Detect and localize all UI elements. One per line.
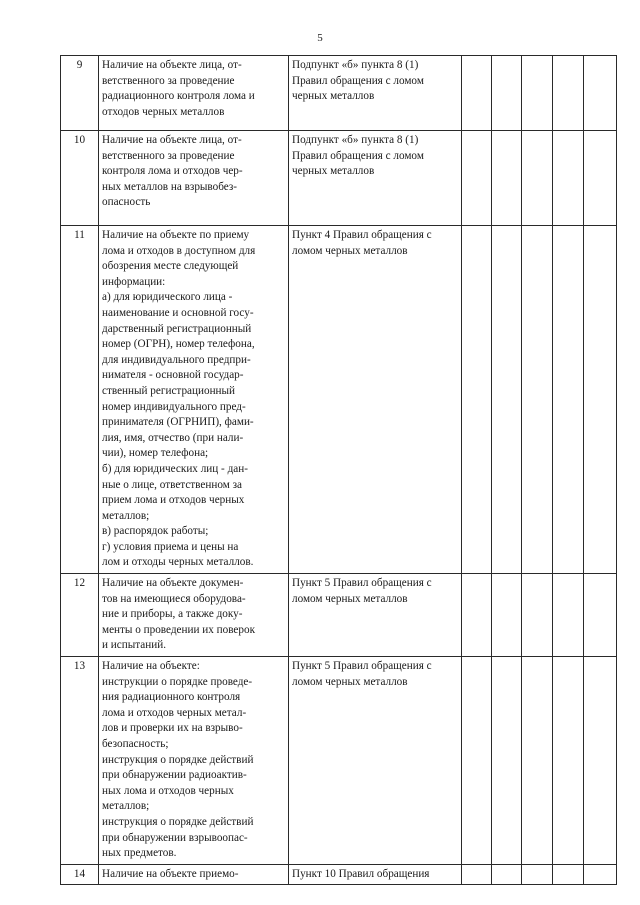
requirement-text-line: ственный регистрационный <box>102 384 236 397</box>
requirement-text-line: безопасность; <box>102 738 169 750</box>
legal-reference-line: Пункт 4 Правил обращения с <box>292 229 432 241</box>
answer-cell <box>584 56 617 131</box>
requirement-cell <box>99 131 289 226</box>
answer-cell <box>553 56 584 131</box>
legal-reference-line: ломом черных металлов <box>292 244 408 257</box>
requirement-text-line: металлов; <box>102 509 150 522</box>
requirement-text-line: а) для юридического лица - <box>102 291 233 304</box>
requirement-text-line: номер индивидуального пред- <box>102 400 246 413</box>
legal-reference-line: Правил обращения с ломом <box>292 74 424 87</box>
answer-cell <box>553 864 584 885</box>
requirement-text-line: инструкция о порядке действий <box>102 753 254 766</box>
table-row <box>61 657 617 865</box>
answer-cell <box>584 864 617 885</box>
answer-cell <box>584 574 617 657</box>
requirement-text-line: ных лома и отходов черных <box>102 784 234 797</box>
requirement-text-line: при обнаружении взрывоопас- <box>102 831 248 844</box>
checklist-table <box>60 55 617 885</box>
legal-reference-cell <box>289 131 462 226</box>
requirement-text-line: лома и отходов черных метал- <box>102 706 247 719</box>
requirement-text-line: радиационного контроля лома и <box>102 90 255 103</box>
requirement-text-line: чии), номер телефона; <box>102 447 209 460</box>
legal-reference-cell <box>289 864 462 885</box>
legal-reference-cell <box>289 226 462 574</box>
page-number: 5 <box>317 32 323 44</box>
answer-cell <box>522 657 553 865</box>
requirement-text-line: Наличие на объекте приемо- <box>102 867 239 880</box>
item-number: 9 <box>61 56 99 131</box>
answer-cell <box>462 226 492 574</box>
table-row <box>61 226 617 574</box>
requirement-text-line: б) для юридических лиц - дан- <box>102 462 248 475</box>
answer-cell <box>462 131 492 226</box>
item-number: 12 <box>61 574 99 657</box>
requirement-cell <box>99 657 289 865</box>
requirement-cell <box>99 574 289 657</box>
answer-cell <box>492 56 522 131</box>
requirement-text-line: инструкция о порядке действий <box>102 815 254 828</box>
requirement-text-line: Наличие на объекте: <box>102 660 200 673</box>
requirement-text-line: металлов; <box>102 800 150 813</box>
requirement-text-line: опасность <box>102 196 151 209</box>
answer-cell <box>584 226 617 574</box>
answer-cell <box>522 131 553 226</box>
legal-reference-line: черных металлов <box>292 90 375 103</box>
requirement-text-line: номер (ОГРН), номер телефона, <box>102 338 255 351</box>
legal-reference-line: Подпункт «б» пункта 8 (1) <box>292 134 419 146</box>
requirement-text-line: в) распорядок работы; <box>102 525 209 538</box>
legal-reference-line: черных металлов <box>292 165 375 178</box>
requirement-text-line: лов и проверки их на взрыво- <box>102 722 243 735</box>
requirement-text-line: ных предметов. <box>102 847 177 860</box>
requirement-cell <box>99 864 289 885</box>
requirement-text-line: лом и отходы черных металлов. <box>102 556 254 569</box>
requirement-text-line: менты о проведении их поверок <box>102 623 256 636</box>
answer-cell <box>553 657 584 865</box>
requirement-text-line: принимателя (ОГРНИП), фами- <box>102 416 254 429</box>
answer-cell <box>522 226 553 574</box>
requirement-text-line: нимателя - основной государ- <box>102 369 244 382</box>
requirement-cell <box>99 56 289 131</box>
item-number: 10 <box>61 131 99 226</box>
requirement-text-line: Наличие на объекте лица, от- <box>102 59 242 71</box>
answer-cell <box>492 657 522 865</box>
answer-cell <box>462 864 492 885</box>
answer-cell <box>553 131 584 226</box>
answer-cell <box>584 131 617 226</box>
requirement-text-line: и испытаний. <box>102 639 166 652</box>
answer-cell <box>584 657 617 865</box>
requirement-text-line: информации: <box>102 275 166 288</box>
requirement-text-line: Наличие на объекте по приему <box>102 229 250 241</box>
requirement-text-line: лия, имя, отчество (при нали- <box>102 431 244 444</box>
legal-reference-line: ломом черных металлов <box>292 675 408 688</box>
table-row <box>61 131 617 226</box>
requirement-text-line: контроля лома и отходов чер- <box>102 165 243 178</box>
requirement-text-line: ветственного за проведение <box>102 149 235 162</box>
answer-cell <box>522 574 553 657</box>
answer-cell <box>522 56 553 131</box>
requirement-text-line: при обнаружении радиоактив- <box>102 769 247 782</box>
legal-reference-line: Пункт 5 Правил обращения с <box>292 577 432 590</box>
answer-cell <box>492 574 522 657</box>
answer-cell <box>522 864 553 885</box>
requirement-text-line: отходов черных металлов <box>102 105 225 118</box>
legal-reference-line: ломом черных металлов <box>292 592 408 605</box>
requirement-text-line: лома и отходов в доступном для <box>102 244 256 257</box>
requirement-text-line: ветственного за проведение <box>102 74 235 87</box>
requirement-text-line: Наличие на объекте лица, от- <box>102 134 242 146</box>
legal-reference-line: Пункт 10 Правил обращения <box>292 867 430 880</box>
answer-cell <box>492 226 522 574</box>
item-number: 14 <box>61 864 99 885</box>
table-row <box>61 56 617 131</box>
answer-cell <box>553 574 584 657</box>
requirement-text-line: обозрения месте следующей <box>102 260 239 273</box>
requirement-text-line: наименование и основной госу- <box>102 306 254 319</box>
legal-reference-line: Пункт 5 Правил обращения с <box>292 660 432 673</box>
requirement-text-line: ние и приборы, а также доку- <box>102 608 243 621</box>
requirement-text-line: прием лома и отходов черных <box>102 494 245 507</box>
requirement-text-line: инструкции о порядке проведе- <box>102 675 253 688</box>
legal-reference-cell <box>289 574 462 657</box>
requirement-text-line: ных металлов на взрывобез- <box>102 180 238 193</box>
requirement-text-line: для индивидуального предпри- <box>102 353 251 366</box>
table-row <box>61 574 617 657</box>
legal-reference-line: Правил обращения с ломом <box>292 149 424 162</box>
legal-reference-line: Подпункт «б» пункта 8 (1) <box>292 59 419 71</box>
requirement-text-line: г) условия приема и цены на <box>102 540 239 553</box>
requirement-cell <box>99 226 289 574</box>
requirement-text-line: тов на имеющиеся оборудова- <box>102 592 246 605</box>
answer-cell <box>462 574 492 657</box>
requirement-text-line: Наличие на объекте докумен- <box>102 577 244 590</box>
requirement-text-line: дарственный регистрационный <box>102 322 252 335</box>
requirement-text-line: ния радиационного контроля <box>102 691 241 704</box>
table-row <box>61 864 617 885</box>
legal-reference-cell <box>289 56 462 131</box>
answer-cell <box>492 131 522 226</box>
answer-cell <box>492 864 522 885</box>
answer-cell <box>553 226 584 574</box>
item-number: 11 <box>61 226 99 574</box>
answer-cell <box>462 657 492 865</box>
answer-cell <box>462 56 492 131</box>
requirement-text-line: ные о лице, ответственном за <box>102 478 242 491</box>
item-number: 13 <box>61 657 99 865</box>
legal-reference-cell <box>289 657 462 865</box>
